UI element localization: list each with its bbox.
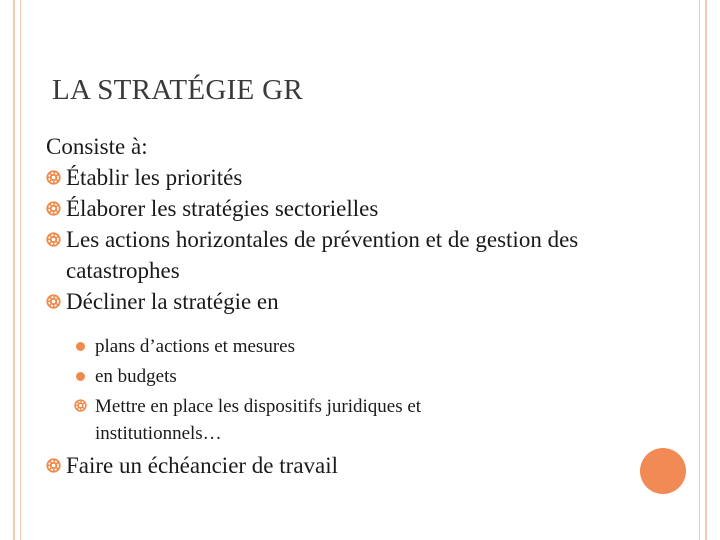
slide-title: LA STRATÉGIE GR xyxy=(52,74,303,106)
gear-icon xyxy=(46,458,61,473)
slide-body xyxy=(46,131,646,317)
gear-icon xyxy=(74,399,87,412)
sub-bullet-text: en budgets xyxy=(95,366,177,387)
sub-bullet-item xyxy=(74,333,544,360)
bullet-item xyxy=(46,450,646,481)
bullet-item xyxy=(46,193,646,224)
gear-icon xyxy=(46,170,61,185)
bullet-text: Élaborer les stratégies sectorielles xyxy=(66,196,379,221)
bullet-item xyxy=(46,286,646,317)
bullet-text: Les actions horizontales de prévention et de gestion des catastrophes xyxy=(66,227,579,283)
bullet-item xyxy=(46,224,646,286)
sub-bullet-item xyxy=(74,363,544,390)
gear-icon xyxy=(46,294,61,309)
dot-icon xyxy=(76,342,85,351)
intro-text: Consiste à: xyxy=(46,134,148,159)
dot-icon xyxy=(76,372,85,381)
bullet-text: Établir les priorités xyxy=(66,165,243,190)
gear-icon xyxy=(46,201,61,216)
bullet-text: Faire un échéancier de travail xyxy=(66,453,339,478)
bullet-text: Décliner la stratégie en xyxy=(66,289,279,314)
sub-bullet-list xyxy=(74,333,544,447)
bullet-item xyxy=(46,162,646,193)
decorative-circle xyxy=(640,448,686,494)
final-bullet-block xyxy=(46,450,646,481)
sub-bullet-text: Mettre en place les dispositifs juridiques et institutionnels… xyxy=(95,396,422,444)
sub-bullet-text: plans d’actions et mesures xyxy=(95,336,295,357)
sub-bullet-item xyxy=(74,393,544,447)
gear-icon xyxy=(46,232,61,247)
